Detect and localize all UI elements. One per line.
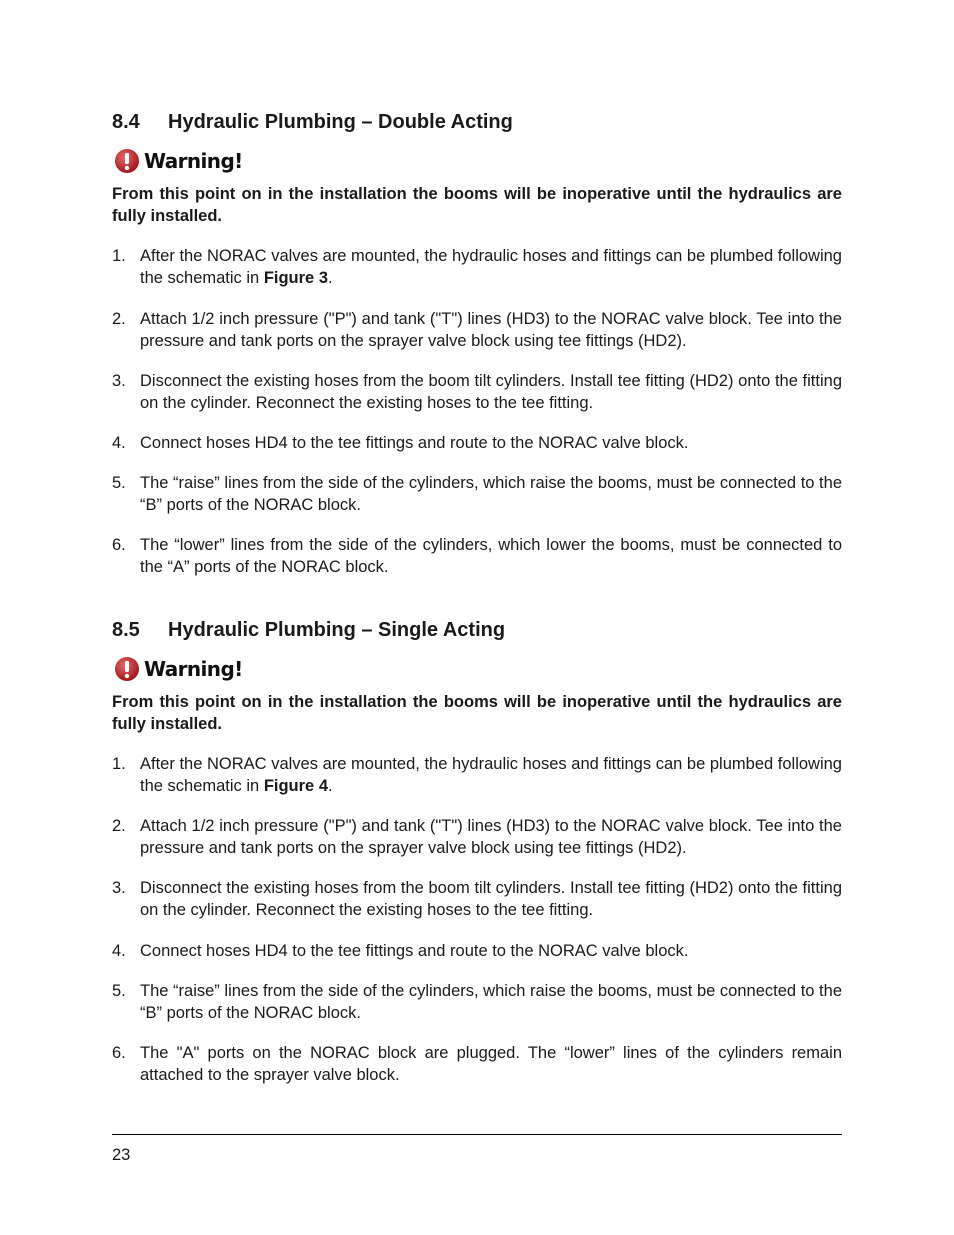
list-item: 6. The “lower” lines from the side of the cylinders, which lower the booms, must be connected to the “A” ports of the NORAC block. <box>112 536 842 576</box>
page-number: 23 <box>112 1146 131 1164</box>
figure-reference: Figure 4 <box>263 777 328 795</box>
list-item: 5. The “raise” lines from the side of the cylinders, which raise the booms, must be connected to the “B” ports of the NORAC block. <box>112 474 842 514</box>
exclamation-circle-icon <box>114 656 140 682</box>
list-item: 3. Disconnect the existing hoses from the boom tilt cylinders. Install tee fitting (HD2) onto the fitting on the cylinder. Reconnect the existing hoses to the tee fitting. <box>112 879 842 919</box>
list-item: 1. After the NORAC valves are mounted, the hydraulic hoses and fittings can be plumbed following the schematic in Figure 4. <box>112 755 842 795</box>
footer-divider <box>112 1134 842 1135</box>
section-title: Hydraulic Plumbing – Single Acting <box>168 619 506 641</box>
exclamation-circle-icon <box>114 148 140 174</box>
warning-text: From this point on in the installation the booms will be inoperative until the hydraulics are fully installed. <box>112 693 842 733</box>
list-item: 3. Disconnect the existing hoses from the boom tilt cylinders. Install tee fitting (HD2) onto the fitting on the cylinder. Reconnect the existing hoses to the tee fitting. <box>112 372 842 412</box>
section-heading-8-4 <box>112 111 513 134</box>
section-number: 8.5 <box>112 619 140 641</box>
figure-reference: Figure 3 <box>263 269 328 287</box>
section-title: Hydraulic Plumbing – Double Acting <box>168 111 513 133</box>
list-item: 2. Attach 1/2 inch pressure ("P") and tank ("T") lines (HD3) to the NORAC valve block. Tee into the pressure and tank ports on the sprayer valve block using tee fittings (HD2). <box>112 817 842 857</box>
section-heading-8-5 <box>112 619 505 642</box>
section-number: 8.4 <box>112 111 140 133</box>
list-item: 2. Attach 1/2 inch pressure ("P") and tank ("T") lines (HD3) to the NORAC valve block. Tee into the pressure and tank ports on the sprayer valve block using tee fittings (HD2). <box>112 310 842 350</box>
warning-heading <box>114 147 243 175</box>
warning-label: Warning! <box>144 657 243 681</box>
list-item: 5. The “raise” lines from the side of the cylinders, which raise the booms, must be connected to the “B” ports of the NORAC block. <box>112 982 842 1022</box>
list-item: 1. After the NORAC valves are mounted, the hydraulic hoses and fittings can be plumbed following the schematic in Figure 3. <box>112 247 842 287</box>
list-item: 6. The "A" ports on the NORAC block are plugged. The “lower” lines of the cylinders remain attached to the sprayer valve block. <box>112 1044 842 1084</box>
warning-text: From this point on in the installation the booms will be inoperative until the hydraulics are fully installed. <box>112 185 842 225</box>
list-item: 4. Connect hoses HD4 to the tee fittings and route to the NORAC valve block. <box>112 434 689 452</box>
list-item: 4. Connect hoses HD4 to the tee fittings and route to the NORAC valve block. <box>112 942 689 960</box>
warning-label: Warning! <box>144 149 243 173</box>
warning-heading <box>114 655 243 683</box>
